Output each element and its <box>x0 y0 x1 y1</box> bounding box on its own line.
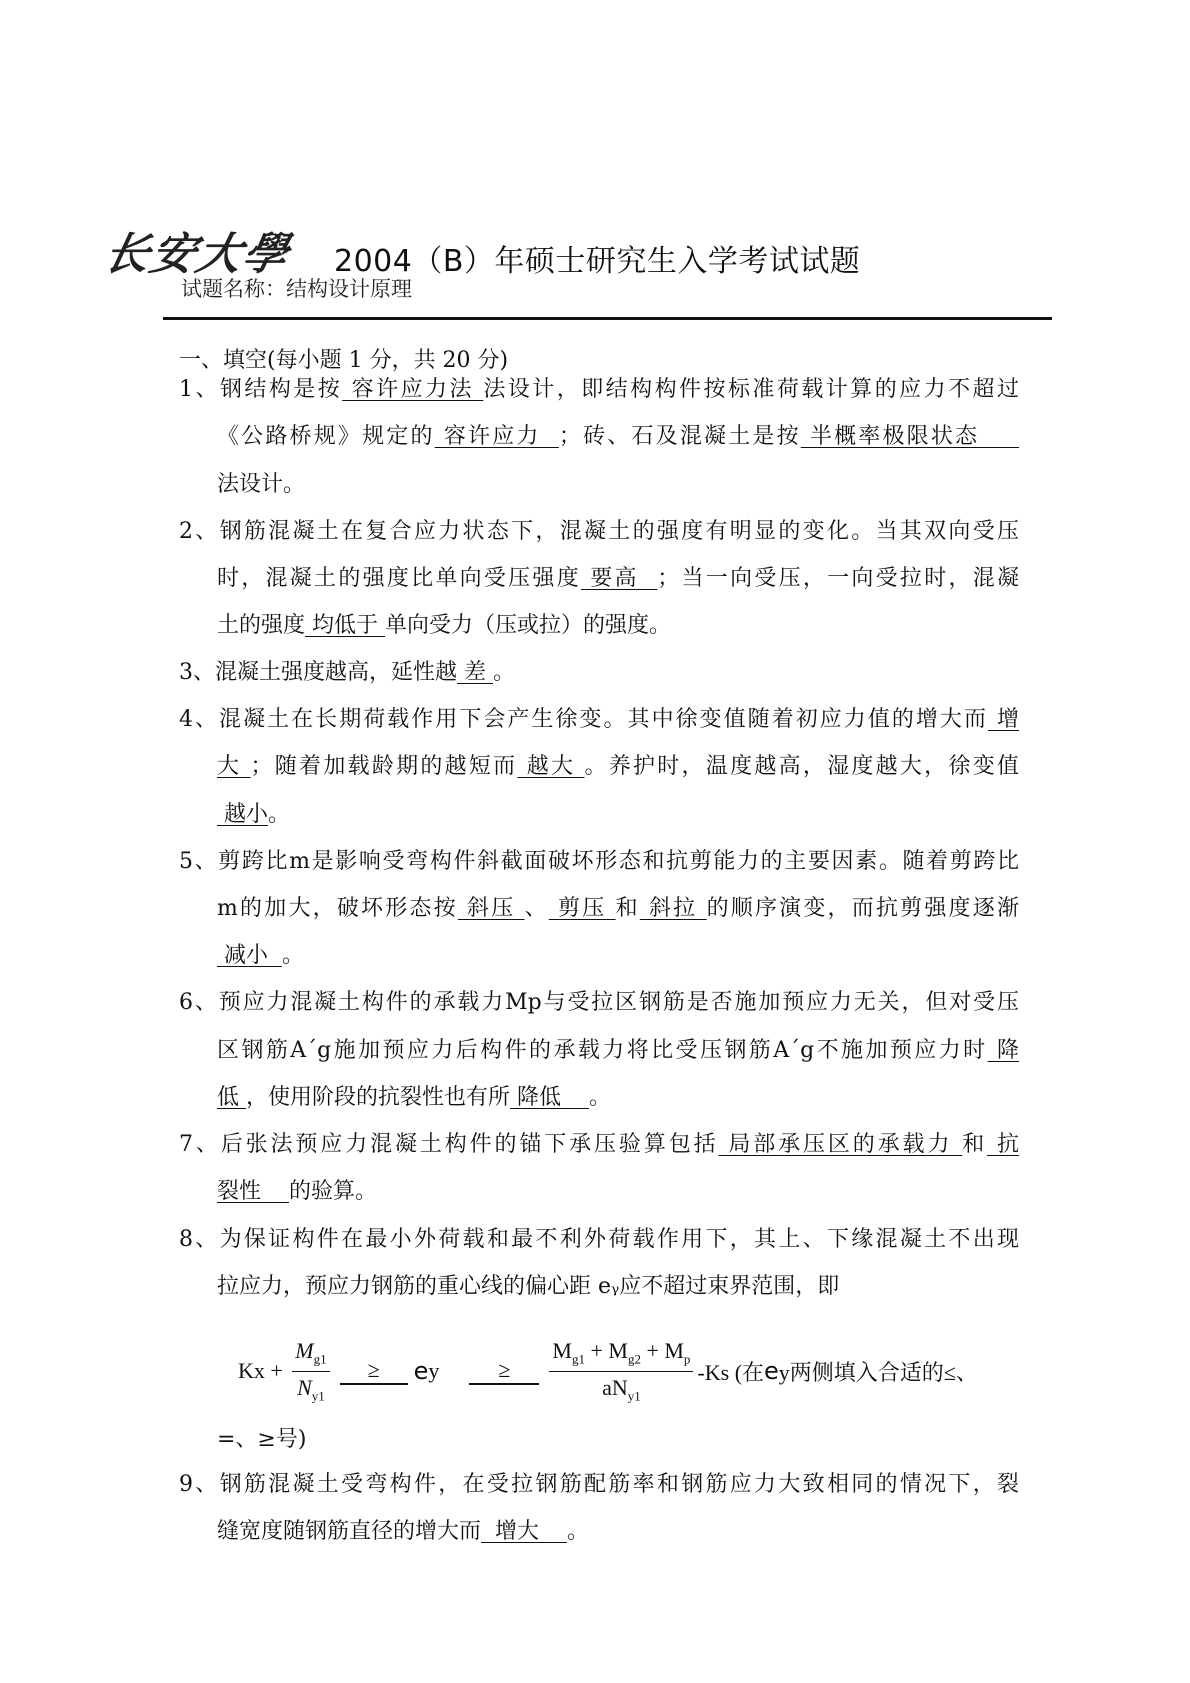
question-text: 和 <box>615 896 640 921</box>
answer-blank: 要高 <box>580 566 658 591</box>
question-6-line-3 <box>217 1083 611 1113</box>
question-text: 区钢筋A´g施加预应力后构件的承载力将比受压钢筋A´g不施加预应力时 <box>217 1038 988 1063</box>
answer-blank-1: ≥ <box>340 1357 408 1385</box>
question-text: 7、后张法预应力混凝土构件的锚下承压验算包括 <box>179 1132 719 1157</box>
university-logo: 长安大學 <box>99 229 295 280</box>
question-text: ；随着加载龄期的越短而 <box>250 754 518 779</box>
question-text: ；砖、石及混凝土是按 <box>558 424 801 449</box>
question-text: 拉应力，预应力钢筋的重心线的偏心距 eᵧ应不超过束界范围，即 <box>217 1274 840 1299</box>
answer-blank: 斜拉 <box>639 896 707 921</box>
question-text: 。 <box>281 943 304 968</box>
numerator: M <box>295 1338 314 1364</box>
question-text: 的验算。 <box>288 1179 377 1204</box>
question-4-line-2 <box>217 752 1019 782</box>
question-2-line-1 <box>179 517 1019 547</box>
header-divider <box>163 317 1052 320</box>
question-text: 4、混凝土在长期荷载作用下会产生徐变。其中徐变值随着初应力值的增大而 <box>179 707 988 732</box>
question-text: 3、混凝土强度越高，延性越 <box>179 660 457 685</box>
question-text: 8、为保证构件在最小外荷载和最不利外荷载作用下，其上、下缘混凝土不出现 <box>179 1227 1019 1252</box>
question-7-line-1 <box>179 1130 1019 1160</box>
formula-ey: e <box>764 1357 779 1385</box>
question-text: 《公路桥规》规定的 <box>217 424 435 449</box>
fraction-moments <box>549 1338 693 1404</box>
answer-blank: 容许应力法 <box>342 377 484 402</box>
question-5-line-1 <box>179 847 1019 877</box>
answer-blank: 剪压 <box>548 896 616 921</box>
question-text: 单向受力（压或拉）的强度。 <box>385 613 672 638</box>
question-text: 9、钢筋混凝土受弯构件，在受拉钢筋配筋率和钢筋应力大致相同的情况下，裂 <box>179 1472 1019 1497</box>
formula-kx: Kx + <box>238 1358 289 1383</box>
question-text: 1、钢结构是按 <box>179 377 343 402</box>
answer-blank: 容许应力 <box>434 424 559 449</box>
question-5-line-2 <box>217 894 1019 924</box>
subscript: y1 <box>627 1387 641 1403</box>
answer-blank-2: ≥ <box>469 1357 539 1385</box>
term: M <box>664 1338 684 1364</box>
term: M <box>552 1338 572 1364</box>
question-1-line-3 <box>217 470 305 500</box>
question-text: 。 <box>493 660 516 685</box>
question-text: 、 <box>524 896 549 921</box>
inequality-formula <box>238 1336 978 1406</box>
question-9-line-2 <box>217 1517 589 1547</box>
question-2-line-2 <box>217 564 1019 594</box>
answer-blank: 差 <box>457 660 493 685</box>
question-4-line-3 <box>217 800 290 830</box>
question-text: 法设计，即结构构件按标准荷载计算的应力不超过 <box>483 377 1019 402</box>
exam-title: 2004（B）年硕士研究生入学考试试题 <box>334 244 861 279</box>
subscript: y1 <box>311 1387 325 1403</box>
answer-blank: 越大 <box>517 754 585 779</box>
question-text: 。 <box>588 1085 611 1110</box>
answer-blank: 半概率极限状态 <box>800 424 1019 449</box>
question-8-line-2 <box>217 1272 839 1302</box>
subscript: g1 <box>313 1351 327 1367</box>
answer-blank: 低 <box>217 1085 246 1110</box>
fraction-mg1-ny1 <box>292 1338 329 1404</box>
answer-blank: 抗 <box>987 1132 1019 1157</box>
question-text: 6、预应力混凝土构件的承载力Mp与受拉区钢筋是否施加预应力无关，但对受压 <box>179 990 1019 1015</box>
question-text: ，使用阶段的抗裂性也有所 <box>246 1085 511 1110</box>
answer-blank: 斜压 <box>457 896 525 921</box>
question-text: 。 <box>566 1519 589 1544</box>
formula-tail: -Ks (在 <box>697 1359 765 1385</box>
section-heading: 一、填空(每小题 1 分，共 20 分) <box>179 348 509 373</box>
question-text: m的加大，破坏形态按 <box>217 896 458 921</box>
answer-blank: 均低于 <box>305 613 386 638</box>
question-6-line-1 <box>179 988 1019 1018</box>
question-text: 。 <box>268 802 291 827</box>
question-text: 和 <box>962 1132 988 1157</box>
question-text: ；当一向受压，一向受拉时，混凝 <box>657 566 1019 591</box>
answer-blank: 大 <box>217 754 251 779</box>
question-text: 土的强度 <box>217 613 306 638</box>
question-text: 的顺序演变，而抗剪强度逐渐 <box>706 896 1019 921</box>
question-8-line-1 <box>179 1225 1019 1255</box>
question-text: 时，混凝土的强度比单向受压强度 <box>217 566 581 591</box>
subscript: p <box>683 1351 691 1367</box>
question-text: 5、剪跨比m是影响受弯构件斜截面破坏形态和抗剪能力的主要因素。随着剪跨比 <box>179 849 1019 874</box>
subscript: g1 <box>571 1351 585 1367</box>
answer-blank: 减小 <box>217 943 282 968</box>
question-6-line-2 <box>217 1036 1019 1066</box>
formula-ey-sub: y <box>428 1358 440 1383</box>
formula-continuation: =、≥号) <box>217 1427 307 1452</box>
question-text: 法设计。 <box>217 472 306 497</box>
denominator: aN <box>602 1374 628 1400</box>
question-5-line-3 <box>217 941 304 971</box>
question-1-line-2 <box>217 422 1019 452</box>
question-7-line-2 <box>217 1177 377 1207</box>
answer-blank: 降 <box>987 1038 1019 1063</box>
question-2-line-3 <box>217 611 671 641</box>
answer-blank: 增大 <box>481 1519 567 1544</box>
plus: + <box>584 1338 609 1364</box>
answer-blank: 增 <box>987 707 1020 732</box>
answer-blank: 越小 <box>217 802 268 827</box>
term: M <box>608 1338 628 1364</box>
exam-subject: 试题名称：结构设计原理 <box>181 277 412 301</box>
question-1-line-1 <box>179 375 1019 405</box>
answer-blank: 裂性 <box>217 1179 289 1204</box>
question-3-line-1 <box>179 658 515 688</box>
formula-tail-rest: y两侧填入合适的≤、 <box>778 1359 978 1385</box>
question-9-line-1 <box>179 1470 1019 1500</box>
formula-ey: e <box>413 1357 429 1385</box>
denominator: N <box>297 1374 312 1400</box>
plus: + <box>640 1338 665 1364</box>
subscript: g2 <box>627 1351 641 1367</box>
question-text: 缝宽度随钢筋直径的增大而 <box>217 1519 482 1544</box>
answer-blank: 降低 <box>510 1085 589 1110</box>
answer-blank: 局部承压区的承载力 <box>718 1132 963 1157</box>
question-text: 2、钢筋混凝土在复合应力状态下，混凝土的强度有明显的变化。当其双向受压 <box>179 519 1019 544</box>
question-text: 。养护时，温度越高，湿度越大，徐变值 <box>584 754 1019 779</box>
question-4-line-1 <box>179 705 1019 735</box>
